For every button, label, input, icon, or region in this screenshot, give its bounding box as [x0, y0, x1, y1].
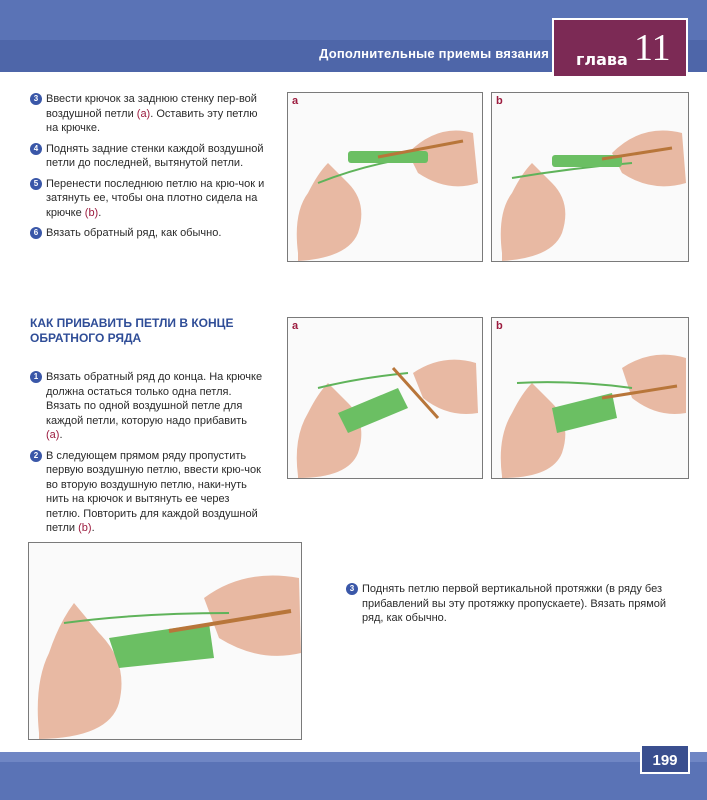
chapter-word: глава [576, 50, 628, 69]
photo-label-b: b [496, 95, 503, 107]
step-text: Ввести крючок за заднюю стенку пер-вой воздушной петли [46, 93, 257, 120]
photo-mid-a [287, 317, 483, 479]
photo-reference: (b) [78, 522, 92, 534]
step-text: В следующем прямом ряду пропустить первую воздушную петлю, ввести крю-чок во вторую воздушную петлю, наки-нуть нить на крючок и вытянуть ее через петлю. Повторить для каждой воздушной петли [46, 449, 261, 534]
step-number: 3 [30, 93, 42, 105]
footer-stripe [0, 752, 707, 762]
photo-bottom [28, 542, 302, 740]
page-number: 199 [640, 744, 690, 774]
step-item [346, 582, 676, 626]
photo-top-a [287, 92, 483, 262]
page-footer [0, 752, 707, 800]
step-number: 3 [346, 583, 358, 595]
header-title: Дополнительные приемы вязания [319, 46, 549, 61]
step-item [30, 370, 265, 443]
step-number: 1 [30, 371, 42, 383]
photo-reference: (b) [84, 206, 99, 219]
bottom-step [346, 582, 676, 632]
step-text-tail: . [59, 429, 63, 441]
step-number: 2 [30, 450, 42, 462]
photo-label-a: a [292, 95, 299, 107]
photo-label-a: a [292, 320, 299, 332]
photo-reference: (a) [136, 107, 151, 120]
photo-mid-b [491, 317, 689, 479]
step-text: Перенести последнюю петлю на крю-чок и затянуть ее, чтобы она плотно сидела на крючке [46, 177, 265, 219]
step-number: 4 [30, 143, 42, 155]
chapter-number: 11 [634, 27, 671, 69]
step-item [30, 142, 265, 171]
step-item [30, 92, 265, 136]
top-steps [30, 92, 265, 247]
step-text-tail: . [98, 206, 102, 219]
step-text: Поднять задние стенки каждой воздушной петли до последней, вытянутой петли. [46, 142, 264, 169]
photo-label-b: b [496, 320, 503, 332]
hands-crochet-illustration [288, 93, 482, 261]
step-item [30, 226, 265, 241]
step-item [30, 177, 265, 221]
step-text-tail: . [91, 522, 95, 534]
chapter-badge [552, 18, 688, 78]
step-text: Вязать обратный ряд до конца. На крючке должна остаться только одна петля. Вязать по одной воздушной петле для каждой петли, которую надо прибавить [46, 371, 263, 427]
step-number: 5 [30, 178, 42, 190]
step-item [30, 449, 265, 536]
section-title: КАК ПРИБАВИТЬ ПЕТЛИ В КОНЦЕ ОБРАТНОГО РЯДА [30, 316, 234, 345]
photo-top-b [491, 92, 689, 262]
step-text: Вязать обратный ряд, как обычно. [46, 227, 222, 239]
mid-steps [30, 370, 265, 542]
hands-crochet-illustration [288, 318, 482, 478]
photo-reference: (a) [46, 429, 60, 441]
step-number: 6 [30, 227, 42, 239]
step-text-tail: . Оставить эту петлю на крючке. [46, 107, 258, 134]
hands-crochet-illustration [29, 543, 301, 739]
step-text: Поднять петлю первой вертикальной протяжки (в ряду без прибавлений вы эту протяжку пропускаете). Вязать прямой ряд, как обычно. [362, 583, 667, 624]
hands-crochet-illustration [492, 93, 688, 261]
hands-crochet-illustration [492, 318, 688, 478]
